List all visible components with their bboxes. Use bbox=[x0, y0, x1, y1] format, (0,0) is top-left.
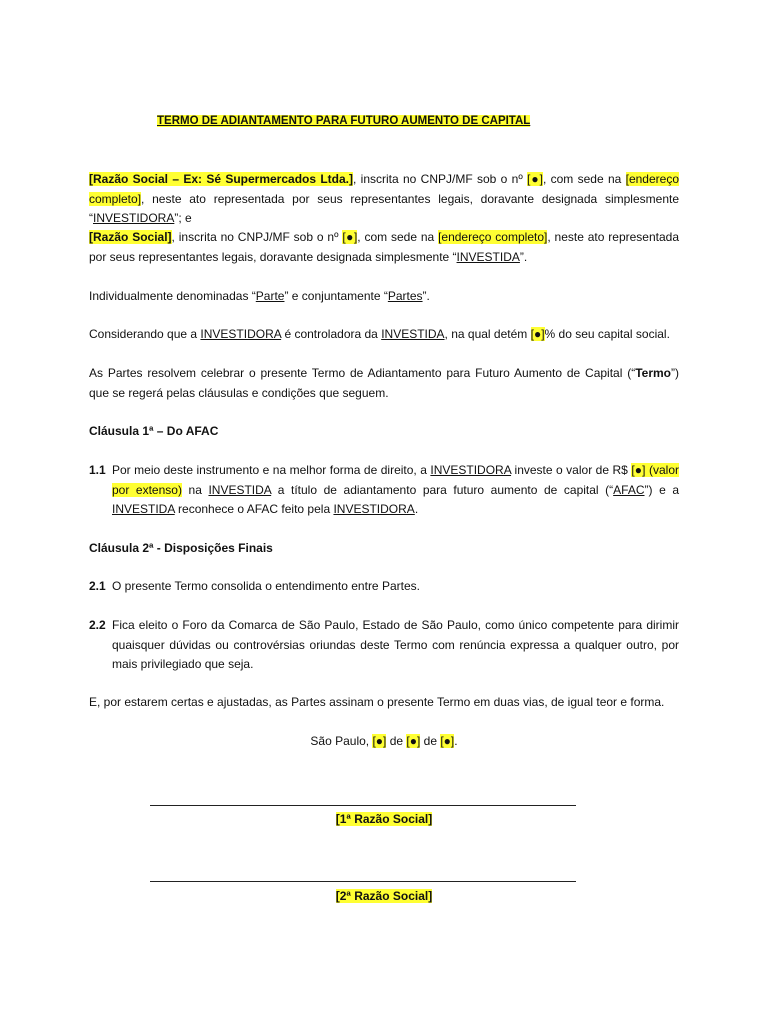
investidora-term: INVESTIDORA bbox=[430, 463, 512, 477]
text: São Paulo, bbox=[310, 734, 373, 748]
signature-2-name: [2ª Razão Social] bbox=[335, 889, 433, 903]
text: é controladora da bbox=[281, 327, 382, 341]
signature-line-1 bbox=[150, 805, 576, 806]
clause-1-1-number: 1.1 bbox=[89, 463, 106, 477]
text: , com sede na bbox=[357, 230, 439, 244]
text: , inscrita no CNPJ/MF sob o nº bbox=[353, 172, 528, 186]
investida-term: INVESTIDA bbox=[381, 327, 445, 341]
investidora-term: INVESTIDORA bbox=[333, 502, 415, 516]
text: Individualmente denominadas “ bbox=[89, 289, 256, 303]
text: As Partes resolvem celebrar o presente Termo de Adiantamento para Futuro Aumento de Capital (“ bbox=[89, 366, 636, 380]
signature-1-name: [1ª Razão Social] bbox=[335, 812, 433, 826]
party-2-name: [Razão Social] bbox=[89, 230, 172, 244]
party-1-alias: INVESTIDORA bbox=[93, 211, 175, 225]
considering-paragraph bbox=[89, 325, 679, 345]
document-title bbox=[157, 113, 530, 129]
party-2-cnpj: [●] bbox=[342, 230, 358, 244]
text: ”) e a bbox=[644, 482, 680, 497]
individual-paragraph bbox=[89, 287, 679, 307]
party-1-name: [Razão Social – Ex: Sé Supermercados Ltda.] bbox=[89, 172, 354, 186]
party-1-cnpj: [●] bbox=[527, 172, 543, 186]
text: , inscrita no CNPJ/MF sob o nº bbox=[171, 230, 343, 244]
signature-line-2 bbox=[150, 881, 576, 882]
text: Considerando que a bbox=[89, 327, 201, 341]
clause-2-2-number: 2.2 bbox=[89, 618, 106, 632]
clause-2-heading: Cláusula 2ª - Disposições Finais bbox=[89, 541, 273, 555]
text: investe o valor de R$ bbox=[511, 463, 632, 477]
resolve-paragraph bbox=[89, 364, 679, 403]
parte-term: Parte bbox=[255, 289, 285, 303]
text: ”) que se regerá pelas cláusulas e condições que seguem. bbox=[89, 366, 679, 400]
party-2-alias: INVESTIDA bbox=[456, 249, 520, 264]
text: ”. bbox=[519, 249, 528, 264]
percentage-placeholder: [●] bbox=[530, 327, 545, 341]
text: de bbox=[386, 734, 407, 748]
text: Por meio deste instrumento e na melhor forma de direito, a bbox=[112, 463, 431, 477]
signature-1-block bbox=[0, 810, 768, 828]
text: ”. bbox=[422, 289, 430, 303]
investidora-term: INVESTIDORA bbox=[200, 327, 282, 341]
year-placeholder: [●] bbox=[440, 734, 455, 748]
clause-2-2-text: Fica eleito o Foro da Comarca de São Paulo, Estado de São Paulo, como único competente para dirimir quaisquer dúvidas ou controvérsias oriundas deste Termo com renúncia expressa a qualquer outro, por mais privilegiado que seja. bbox=[112, 618, 679, 671]
text: na bbox=[181, 482, 209, 497]
clause-2-1-text: O presente Termo consolida o entendimento entre Partes. bbox=[112, 579, 420, 593]
text: , com sede na bbox=[542, 172, 626, 186]
party-2-address: [endereço completo] bbox=[438, 230, 548, 244]
text: reconhece o AFAC feito pela bbox=[174, 502, 334, 516]
signature-2-block bbox=[0, 887, 768, 905]
text: ” e conjuntamente “ bbox=[284, 289, 388, 303]
text: , neste ato representada por seus representantes legais, doravante designada simplesmente “ bbox=[89, 230, 679, 264]
clause-2-1-number: 2.1 bbox=[89, 579, 106, 593]
text: . bbox=[414, 502, 419, 516]
title-text: TERMO DE ADIANTAMENTO PARA FUTURO AUMENTO DE CAPITAL bbox=[157, 115, 531, 127]
text: , neste ato representada por seus representantes legais, doravante designada simplesmente “ bbox=[89, 191, 679, 225]
value-placeholder: [●] (valor por extenso) bbox=[112, 463, 679, 497]
clause-1-heading: Cláusula 1ª – Do AFAC bbox=[89, 424, 219, 438]
partes-term: Partes bbox=[387, 289, 423, 303]
month-placeholder: [●] bbox=[406, 734, 421, 748]
text: a título de adiantamento para futuro aumento de capital (“ bbox=[271, 482, 614, 497]
text: ”; e bbox=[174, 211, 192, 225]
party-1-address: [endereço completo] bbox=[89, 172, 679, 206]
termo-term: Termo bbox=[635, 366, 671, 380]
investida-term: INVESTIDA bbox=[112, 502, 175, 516]
date-line bbox=[0, 732, 768, 752]
investida-term: INVESTIDA bbox=[208, 482, 272, 497]
clause-1-1-text bbox=[112, 461, 679, 520]
text: , na qual detém bbox=[444, 327, 531, 341]
text: . bbox=[454, 734, 458, 748]
text: % do seu capital social. bbox=[544, 327, 670, 341]
party-2-paragraph bbox=[89, 228, 679, 267]
closing-paragraph: E, por estarem certas e ajustadas, as Partes assinam o presente Termo em duas vias, de igual teor e forma. bbox=[89, 695, 665, 709]
day-placeholder: [●] bbox=[372, 734, 387, 748]
party-1-paragraph bbox=[89, 170, 679, 229]
text: de bbox=[420, 734, 441, 748]
afac-term: AFAC bbox=[613, 482, 645, 497]
